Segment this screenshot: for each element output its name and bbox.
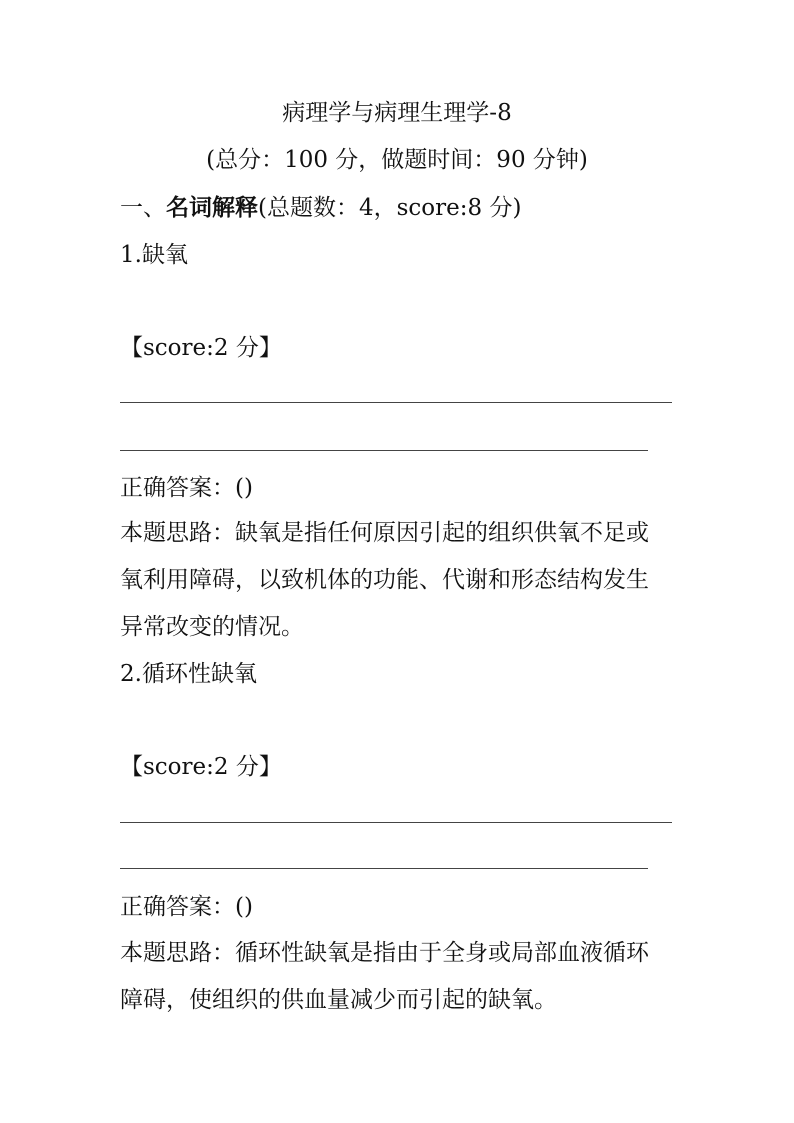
question-2-explanation-line: 本题思路：循环性缺氧是指由于全身或局部血液循环 — [120, 940, 649, 966]
question-1-explanation-line: 氧利用障碍，以致机体的功能、代谢和形态结构发生 — [120, 567, 649, 593]
question-1-score: 【score:2 分】 — [120, 335, 282, 361]
question-2-answer: 正确答案：() — [120, 894, 253, 920]
question-1-answer: 正确答案：() — [120, 475, 253, 501]
question-2-score: 【score:2 分】 — [120, 754, 282, 780]
document-title: 病理学与病理生理学-8 — [282, 100, 512, 126]
question-1-title: 1.缺氧 — [120, 242, 188, 268]
answer-line — [120, 402, 672, 403]
answer-line — [120, 868, 648, 869]
section-meta: (总题数：4，score:8 分) — [258, 195, 522, 221]
question-1-explanation-line: 本题思路：缺氧是指任何原因引起的组织供氧不足或 — [120, 520, 649, 546]
section-prefix: 一、 — [120, 195, 166, 221]
document-subtitle: (总分：100 分，做题时间：90 分钟) — [206, 147, 588, 173]
question-1-explanation-line: 异常改变的情况。 — [120, 614, 304, 640]
answer-line — [120, 822, 672, 823]
section-name: 名词解释 — [166, 194, 258, 221]
question-2-title: 2.循环性缺氧 — [120, 661, 257, 687]
section-heading — [120, 193, 521, 223]
answer-line — [120, 450, 648, 451]
question-2-explanation-line: 障碍，使组织的供血量减少而引起的缺氧。 — [120, 987, 557, 1013]
